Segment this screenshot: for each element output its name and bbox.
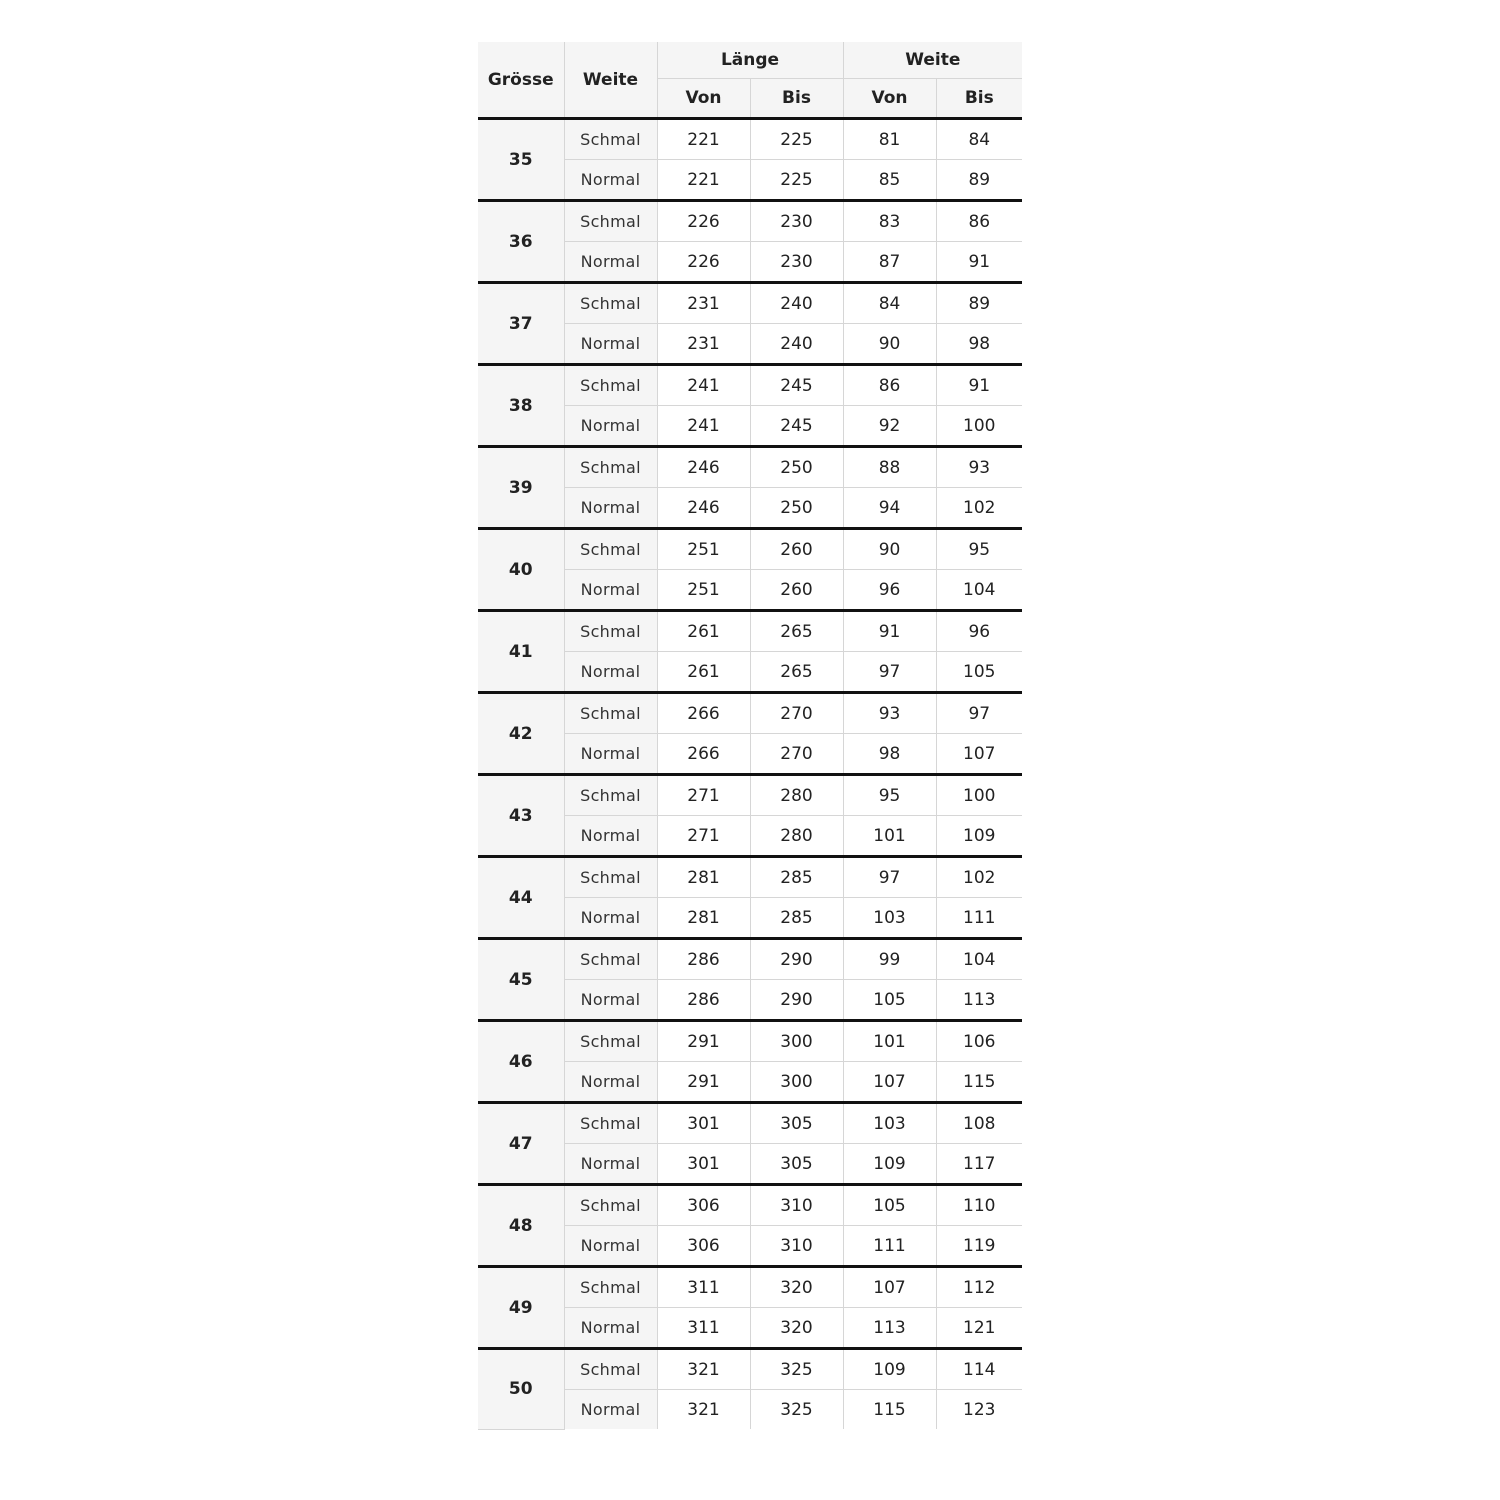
laenge-von-cell: 311 [657, 1308, 750, 1349]
laenge-bis-cell: 250 [750, 488, 843, 529]
weite-cell: Schmal [564, 1267, 657, 1308]
weite-bis-cell: 112 [936, 1267, 1022, 1308]
weite-von-cell: 95 [843, 775, 936, 816]
laenge-bis-cell: 285 [750, 857, 843, 898]
weite-cell: Normal [564, 734, 657, 775]
laenge-von-cell: 306 [657, 1185, 750, 1226]
laenge-von-cell: 241 [657, 365, 750, 406]
weite-von-cell: 88 [843, 447, 936, 488]
weite-cell: Schmal [564, 201, 657, 242]
laenge-bis-cell: 225 [750, 119, 843, 160]
weite-von-cell: 94 [843, 488, 936, 529]
weite-bis-cell: 104 [936, 939, 1022, 980]
size-cell: 50 [478, 1349, 564, 1430]
weite-cell: Schmal [564, 283, 657, 324]
weite-von-cell: 115 [843, 1390, 936, 1430]
weite-cell: Normal [564, 1062, 657, 1103]
laenge-bis-cell: 325 [750, 1349, 843, 1390]
size-cell: 49 [478, 1267, 564, 1349]
weite-von-cell: 83 [843, 201, 936, 242]
table-header [478, 42, 1022, 119]
laenge-bis-cell: 240 [750, 324, 843, 365]
weite-bis-cell: 104 [936, 570, 1022, 611]
weite-bis-cell: 113 [936, 980, 1022, 1021]
weite-bis-cell: 107 [936, 734, 1022, 775]
table-row [478, 529, 1022, 570]
laenge-von-cell: 291 [657, 1021, 750, 1062]
weite-von-cell: 90 [843, 324, 936, 365]
weite-von-cell: 105 [843, 1185, 936, 1226]
weite-bis-cell: 111 [936, 898, 1022, 939]
laenge-bis-cell: 245 [750, 406, 843, 447]
weite-bis-cell: 100 [936, 775, 1022, 816]
header-weite: Weite [564, 42, 657, 119]
header-row-groups [478, 42, 1022, 79]
table-row [478, 201, 1022, 242]
size-cell: 47 [478, 1103, 564, 1185]
table-row [478, 1349, 1022, 1390]
size-cell: 40 [478, 529, 564, 611]
weite-von-cell: 96 [843, 570, 936, 611]
weite-cell: Normal [564, 242, 657, 283]
laenge-bis-cell: 320 [750, 1308, 843, 1349]
laenge-bis-cell: 230 [750, 201, 843, 242]
size-cell: 43 [478, 775, 564, 857]
table-row [478, 365, 1022, 406]
table-row [478, 1267, 1022, 1308]
size-cell: 46 [478, 1021, 564, 1103]
laenge-von-cell: 321 [657, 1349, 750, 1390]
weite-von-cell: 103 [843, 898, 936, 939]
weite-bis-cell: 98 [936, 324, 1022, 365]
weite-von-cell: 87 [843, 242, 936, 283]
weite-von-cell: 101 [843, 1021, 936, 1062]
weite-cell: Normal [564, 898, 657, 939]
laenge-bis-cell: 260 [750, 570, 843, 611]
weite-bis-cell: 89 [936, 283, 1022, 324]
weite-bis-cell: 97 [936, 693, 1022, 734]
table-row [478, 611, 1022, 652]
laenge-bis-cell: 325 [750, 1390, 843, 1430]
laenge-von-cell: 301 [657, 1103, 750, 1144]
size-cell: 41 [478, 611, 564, 693]
laenge-bis-cell: 250 [750, 447, 843, 488]
laenge-bis-cell: 280 [750, 816, 843, 857]
table-row [478, 857, 1022, 898]
laenge-von-cell: 311 [657, 1267, 750, 1308]
header-group-laenge: Länge [657, 42, 843, 79]
size-cell: 42 [478, 693, 564, 775]
weite-von-cell: 97 [843, 857, 936, 898]
table-body [478, 119, 1022, 1430]
weite-bis-cell: 95 [936, 529, 1022, 570]
weite-cell: Schmal [564, 611, 657, 652]
laenge-von-cell: 241 [657, 406, 750, 447]
weite-von-cell: 109 [843, 1144, 936, 1185]
weite-cell: Normal [564, 570, 657, 611]
laenge-bis-cell: 260 [750, 529, 843, 570]
size-cell: 37 [478, 283, 564, 365]
table-row [478, 693, 1022, 734]
weite-cell: Normal [564, 1144, 657, 1185]
weite-von-cell: 90 [843, 529, 936, 570]
header-groesse: Grösse [478, 42, 564, 119]
laenge-bis-cell: 230 [750, 242, 843, 283]
weite-cell: Schmal [564, 1103, 657, 1144]
weite-von-cell: 101 [843, 816, 936, 857]
size-cell: 48 [478, 1185, 564, 1267]
weite-cell: Schmal [564, 529, 657, 570]
laenge-von-cell: 321 [657, 1390, 750, 1430]
laenge-bis-cell: 225 [750, 160, 843, 201]
weite-bis-cell: 86 [936, 201, 1022, 242]
weite-bis-cell: 102 [936, 488, 1022, 529]
weite-cell: Normal [564, 324, 657, 365]
laenge-von-cell: 266 [657, 734, 750, 775]
weite-bis-cell: 105 [936, 652, 1022, 693]
weite-cell: Schmal [564, 939, 657, 980]
weite-bis-cell: 114 [936, 1349, 1022, 1390]
laenge-von-cell: 231 [657, 283, 750, 324]
size-cell: 39 [478, 447, 564, 529]
weite-cell: Normal [564, 1308, 657, 1349]
laenge-von-cell: 306 [657, 1226, 750, 1267]
table-row [478, 1185, 1022, 1226]
laenge-bis-cell: 285 [750, 898, 843, 939]
weite-cell: Normal [564, 1390, 657, 1430]
weite-bis-cell: 93 [936, 447, 1022, 488]
weite-von-cell: 113 [843, 1308, 936, 1349]
laenge-von-cell: 221 [657, 160, 750, 201]
weite-cell: Schmal [564, 365, 657, 406]
weite-von-cell: 99 [843, 939, 936, 980]
header-group-weite: Weite [843, 42, 1022, 79]
weite-cell: Normal [564, 652, 657, 693]
laenge-bis-cell: 290 [750, 939, 843, 980]
laenge-bis-cell: 245 [750, 365, 843, 406]
size-chart-table [478, 42, 1022, 1430]
laenge-von-cell: 261 [657, 611, 750, 652]
header-laenge-bis: Bis [750, 79, 843, 119]
weite-von-cell: 109 [843, 1349, 936, 1390]
laenge-von-cell: 281 [657, 857, 750, 898]
laenge-bis-cell: 300 [750, 1021, 843, 1062]
laenge-bis-cell: 240 [750, 283, 843, 324]
weite-bis-cell: 117 [936, 1144, 1022, 1185]
weite-bis-cell: 96 [936, 611, 1022, 652]
weite-von-cell: 111 [843, 1226, 936, 1267]
laenge-von-cell: 286 [657, 980, 750, 1021]
size-cell: 45 [478, 939, 564, 1021]
weite-bis-cell: 100 [936, 406, 1022, 447]
weite-von-cell: 85 [843, 160, 936, 201]
weite-cell: Schmal [564, 857, 657, 898]
laenge-von-cell: 286 [657, 939, 750, 980]
header-laenge-von: Von [657, 79, 750, 119]
laenge-bis-cell: 305 [750, 1144, 843, 1185]
weite-bis-cell: 121 [936, 1308, 1022, 1349]
weite-bis-cell: 110 [936, 1185, 1022, 1226]
weite-von-cell: 107 [843, 1267, 936, 1308]
laenge-von-cell: 251 [657, 570, 750, 611]
laenge-bis-cell: 300 [750, 1062, 843, 1103]
table-row [478, 119, 1022, 160]
laenge-von-cell: 301 [657, 1144, 750, 1185]
laenge-bis-cell: 320 [750, 1267, 843, 1308]
weite-von-cell: 92 [843, 406, 936, 447]
weite-von-cell: 98 [843, 734, 936, 775]
weite-bis-cell: 89 [936, 160, 1022, 201]
weite-cell: Schmal [564, 1349, 657, 1390]
weite-von-cell: 91 [843, 611, 936, 652]
laenge-von-cell: 261 [657, 652, 750, 693]
laenge-bis-cell: 290 [750, 980, 843, 1021]
weite-von-cell: 97 [843, 652, 936, 693]
weite-bis-cell: 106 [936, 1021, 1022, 1062]
laenge-bis-cell: 270 [750, 693, 843, 734]
laenge-bis-cell: 305 [750, 1103, 843, 1144]
weite-bis-cell: 115 [936, 1062, 1022, 1103]
weite-bis-cell: 108 [936, 1103, 1022, 1144]
weite-von-cell: 93 [843, 693, 936, 734]
weite-cell: Schmal [564, 1021, 657, 1062]
weite-bis-cell: 84 [936, 119, 1022, 160]
weite-cell: Normal [564, 160, 657, 201]
weite-cell: Schmal [564, 119, 657, 160]
weite-cell: Schmal [564, 775, 657, 816]
laenge-von-cell: 271 [657, 775, 750, 816]
laenge-von-cell: 251 [657, 529, 750, 570]
size-cell: 35 [478, 119, 564, 201]
laenge-bis-cell: 270 [750, 734, 843, 775]
weite-cell: Normal [564, 980, 657, 1021]
weite-von-cell: 86 [843, 365, 936, 406]
laenge-von-cell: 281 [657, 898, 750, 939]
laenge-von-cell: 246 [657, 447, 750, 488]
laenge-von-cell: 226 [657, 201, 750, 242]
weite-bis-cell: 91 [936, 242, 1022, 283]
weite-cell: Normal [564, 406, 657, 447]
size-cell: 36 [478, 201, 564, 283]
header-weite-von: Von [843, 79, 936, 119]
laenge-von-cell: 266 [657, 693, 750, 734]
weite-von-cell: 84 [843, 283, 936, 324]
laenge-bis-cell: 280 [750, 775, 843, 816]
table-row [478, 283, 1022, 324]
laenge-von-cell: 231 [657, 324, 750, 365]
weite-cell: Schmal [564, 693, 657, 734]
laenge-von-cell: 291 [657, 1062, 750, 1103]
weite-von-cell: 103 [843, 1103, 936, 1144]
weite-von-cell: 81 [843, 119, 936, 160]
laenge-von-cell: 271 [657, 816, 750, 857]
weite-cell: Normal [564, 1226, 657, 1267]
weite-von-cell: 105 [843, 980, 936, 1021]
table-row [478, 1021, 1022, 1062]
weite-bis-cell: 91 [936, 365, 1022, 406]
laenge-von-cell: 221 [657, 119, 750, 160]
laenge-von-cell: 226 [657, 242, 750, 283]
table-row [478, 1103, 1022, 1144]
table-row [478, 775, 1022, 816]
weite-cell: Schmal [564, 447, 657, 488]
weite-cell: Normal [564, 488, 657, 529]
laenge-bis-cell: 310 [750, 1185, 843, 1226]
weite-cell: Normal [564, 816, 657, 857]
weite-bis-cell: 119 [936, 1226, 1022, 1267]
laenge-bis-cell: 265 [750, 652, 843, 693]
table-row [478, 939, 1022, 980]
size-cell: 44 [478, 857, 564, 939]
weite-bis-cell: 123 [936, 1390, 1022, 1430]
weite-cell: Schmal [564, 1185, 657, 1226]
laenge-bis-cell: 265 [750, 611, 843, 652]
header-weite-bis: Bis [936, 79, 1022, 119]
weite-von-cell: 107 [843, 1062, 936, 1103]
laenge-bis-cell: 310 [750, 1226, 843, 1267]
weite-bis-cell: 102 [936, 857, 1022, 898]
table-row [478, 447, 1022, 488]
size-cell: 38 [478, 365, 564, 447]
laenge-von-cell: 246 [657, 488, 750, 529]
weite-bis-cell: 109 [936, 816, 1022, 857]
